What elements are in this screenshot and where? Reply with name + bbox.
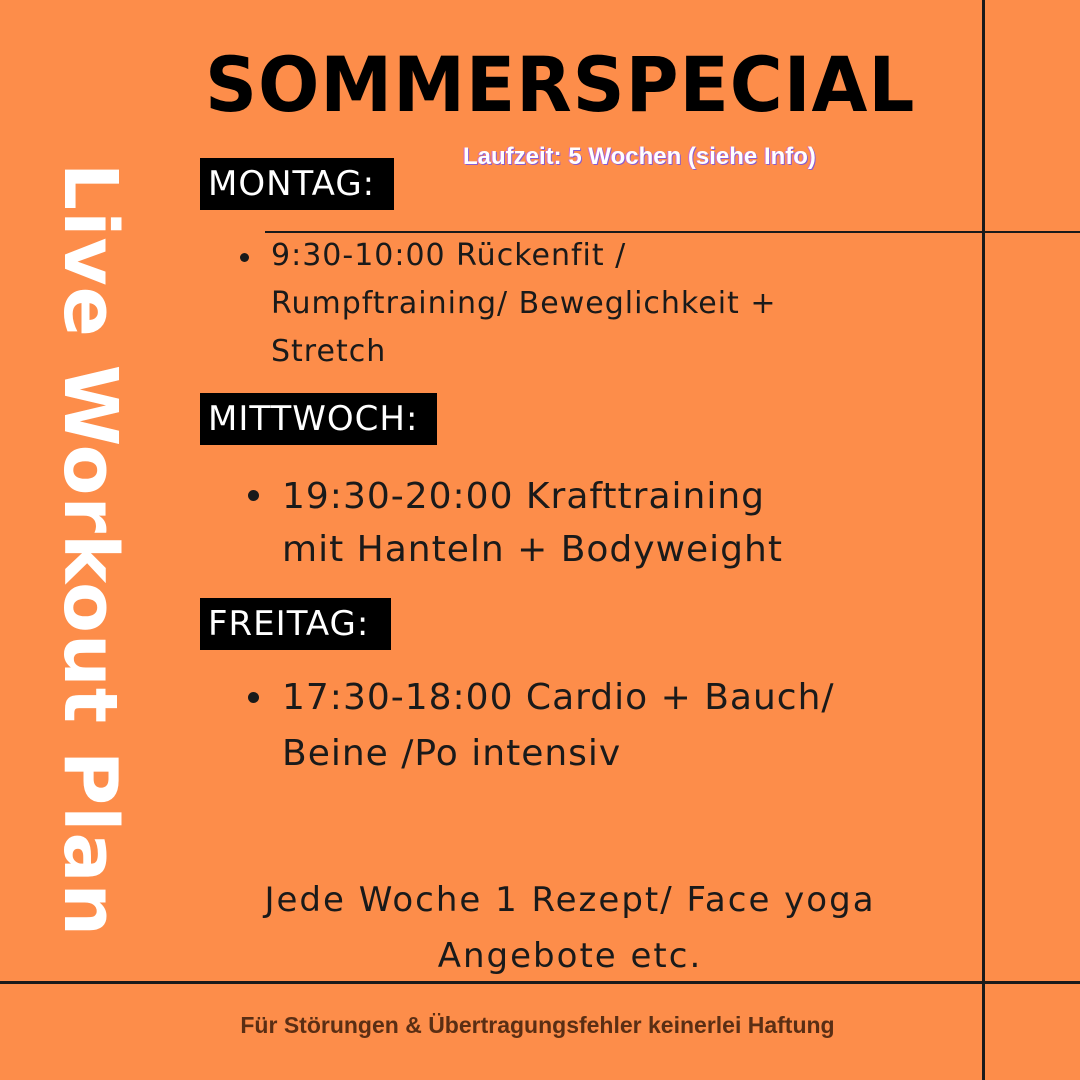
weekly-note: Jede Woche 1 Rezept/ Face yoga Angebote etc. (264, 880, 876, 976)
page-title: SOMMERSPECIAL (205, 40, 916, 129)
session-text: 9:30-10:00 Rückenfit / Rumpftraining/ Beweglichkeit + Stretch (271, 238, 777, 369)
session-text: 17:30-18:00 Cardio + Bauch/ Beine /Po intensiv (282, 677, 835, 774)
bullet-icon (248, 490, 259, 501)
session-montag (240, 232, 860, 376)
bullet-icon (248, 692, 259, 703)
side-title: Live Workout Plan (47, 162, 133, 938)
bullet-icon (240, 253, 249, 262)
day-label-mittwoch: MITTWOCH: (200, 393, 437, 445)
subtitle: Laufzeit: 5 Wochen (siehe Info) (463, 143, 816, 170)
session-text: 19:30-20:00 Krafttraining mit Hanteln + Bodyweight (282, 476, 783, 570)
disclaimer: Für Störungen & Übertragungsfehler keinerlei Haftung (240, 1012, 835, 1038)
day-label-freitag: FREITAG: (200, 598, 391, 650)
session-freitag (248, 670, 888, 782)
vertical-divider (982, 0, 985, 1080)
day-label-montag: MONTAG: (200, 158, 394, 210)
session-mittwoch (248, 470, 888, 576)
